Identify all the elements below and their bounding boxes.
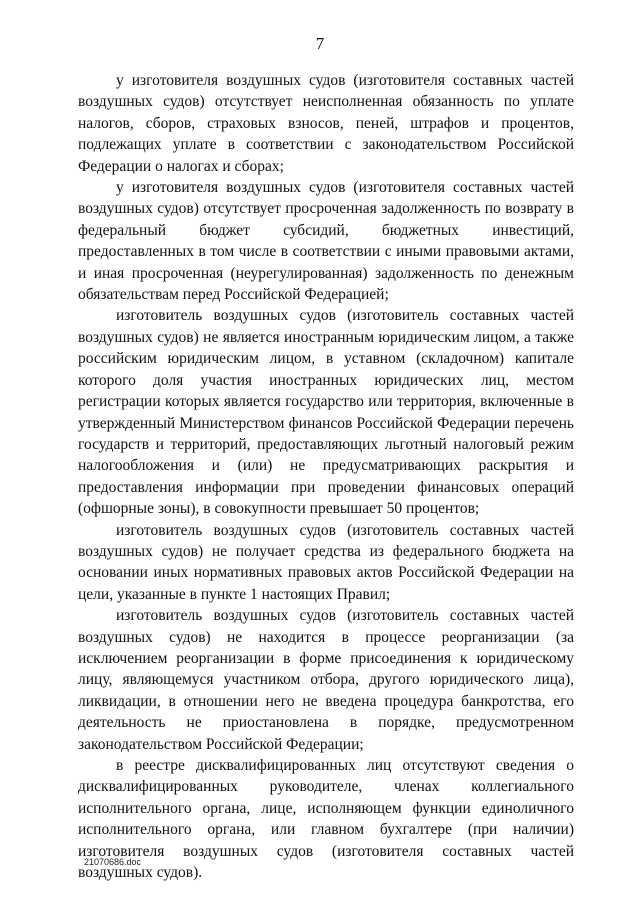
document-body — [78, 70, 574, 883]
paragraph-no-tax-debt: у изготовителя воздушных судов (изготовителя составных частей воздушных судов) отсутствует неисполненная обязанность по уплате налогов, сборов, страховых взносов, пеней, штрафов и процентов, подлежащих уплате в соответствии с законодательством Российской Федерации о налогах и сборах; — [78, 72, 574, 175]
paragraph-no-federal-funds: изготовитель воздушных судов (изготовитель составных частей воздушных судов) не получает средства из федерального бюджета на основании иных нормативных правовых актов Российской Федерации на цели, указанные в пункте 1 настоящих Правил; — [78, 521, 574, 603]
paragraph-disqualified-registry: в реестре дисквалифицированных лиц отсутствуют сведения о дисквалифицированных руководителе, членах коллегиального исполнительного органа, лице, исполняющем функции единоличного исполнительного органа, или главном бухгалтере (при наличии) изготовителя воздушных судов (изготовителя составных частей воздушных судов). — [78, 757, 574, 882]
paragraph-not-foreign-entity: изготовитель воздушных судов (изготовитель составных частей воздушных судов) не является иностранным юридическим лицом, а также российским юридическим лицом, в уставном (складочном) капитале которого доля участия иностранных юридических лиц, местом регистрации которых является государство или территория, включенные в утвержденный Министерством финансов Российской Федерации перечень государств и территорий, предоставляющих льготный налоговый режим налогообложения и (или) не предусматривающих раскрытия и предоставления информации при проведении финансовых операций (офшорные зоны), в совокупности превышает 50 процентов; — [78, 307, 574, 518]
paragraph-no-overdue-debt: у изготовителя воздушных судов (изготовителя составных частей воздушных судов) отсутствует просроченная задолженность по возврату в федеральный бюджет субсидий, бюджетных инвестиций, предоставленных в том числе в соответствии с иными правовыми актами, и иная просроченная (неурегулированная) задолженность по денежным обязательствам перед Российской Федерацией; — [78, 179, 574, 304]
document-code-footer: 21070686.doc — [84, 857, 142, 867]
paragraph-no-reorganization: изготовитель воздушных судов (изготовитель составных частей воздушных судов) не находится в процессе реорганизации (за исключением реорганизации в форме присоединения к юридическому лицу, являющемуся участником отбора, другого юридического лица), ликвидации, в отношении него не введена процедура банкротства, его деятельность не приостановлена в порядке, предусмотренном законодательством Российской Федерации; — [78, 607, 574, 753]
page-number: 7 — [315, 34, 325, 53]
